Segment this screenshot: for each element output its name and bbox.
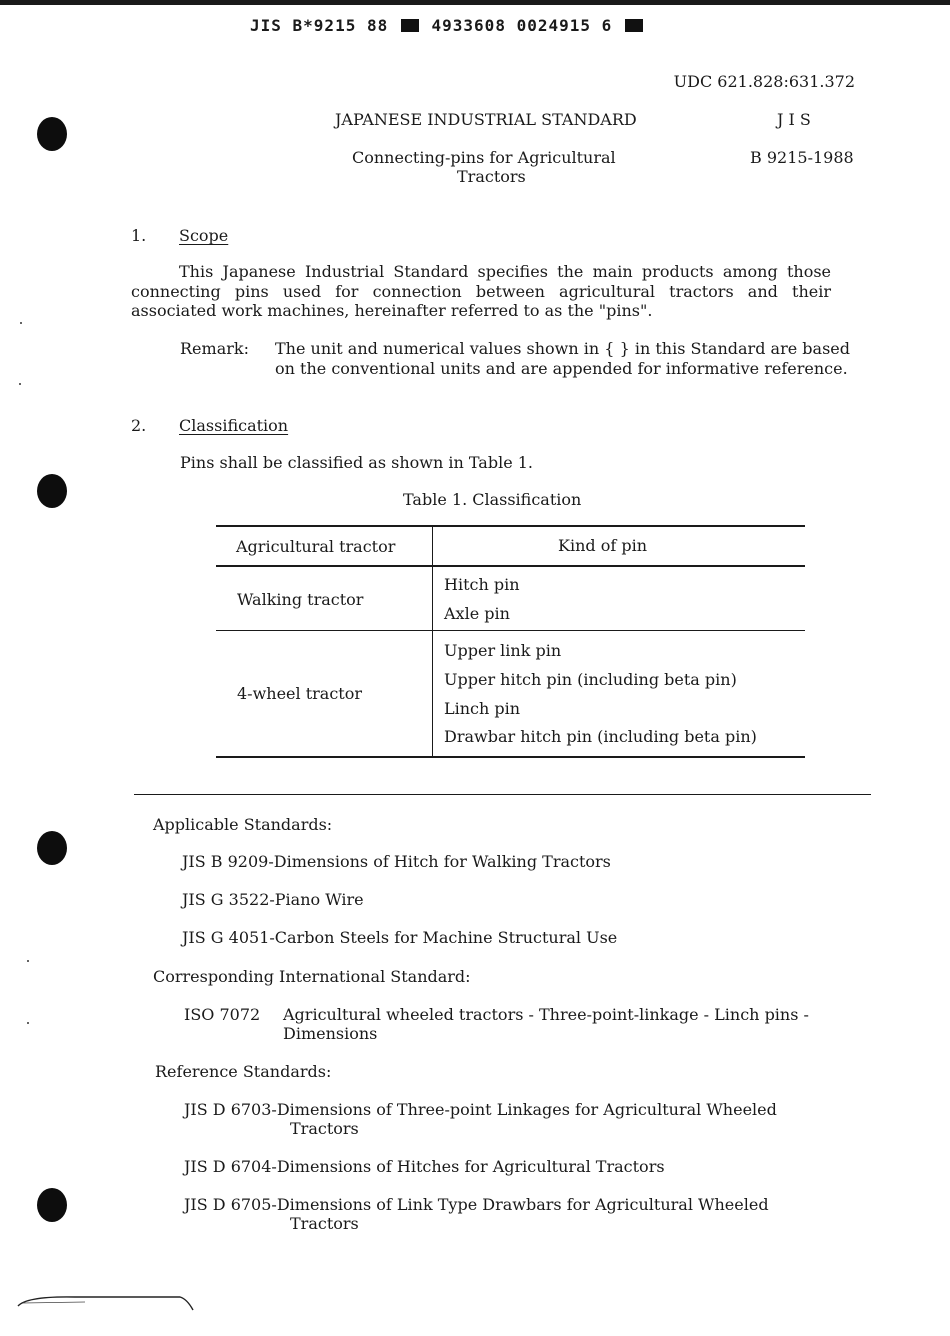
remark-text: The unit and numerical values shown in { } in this Standard are based on the conventional units and are appended for informative reference. xyxy=(275,339,850,378)
international-standard-code: ISO 7072 xyxy=(184,1005,261,1024)
reference-standard-item: JIS D 6705-Dimensions of Link Type Drawbars for Agricultural Wheeled xyxy=(184,1195,769,1214)
table-caption: Table 1. Classification xyxy=(403,490,582,509)
black-block-mark xyxy=(401,19,419,32)
classification-paragraph: Pins shall be classified as shown in Table 1. xyxy=(180,453,534,472)
scan-speck xyxy=(19,383,21,385)
table-row-rule xyxy=(216,630,805,631)
section-heading-classification: Classification xyxy=(179,416,289,435)
document-title-line2: Tractors xyxy=(457,167,526,186)
standard-title: JAPANESE INDUSTRIAL STANDARD xyxy=(335,110,637,129)
table-cell-pin: Axle pin xyxy=(444,604,510,623)
reference-standard-item-cont: Tractors xyxy=(290,1119,359,1138)
table-cell-pin: Upper hitch pin (including beta pin) xyxy=(444,670,737,689)
scan-top-border xyxy=(0,0,950,5)
table-cell-pin: Upper link pin xyxy=(444,641,562,660)
footnote-separator xyxy=(134,794,871,795)
applicable-standards-heading: Applicable Standards: xyxy=(153,815,333,834)
document-number: B 9215-1988 xyxy=(750,148,854,167)
international-standard-title: Agricultural wheeled tractors - Three-point-linkage - Linch pins - xyxy=(283,1005,809,1024)
reference-standard-item-cont: Tractors xyxy=(290,1214,359,1233)
scan-speck xyxy=(20,322,22,324)
reference-standards-heading: Reference Standards: xyxy=(155,1062,332,1081)
international-standard-heading: Corresponding International Standard: xyxy=(153,967,471,986)
section-number: 2. xyxy=(131,416,147,435)
black-block-mark xyxy=(625,19,643,32)
table-header-pin: Kind of pin xyxy=(558,536,648,555)
header-code-mid: 4933608 0024915 6 xyxy=(431,16,613,35)
punch-hole xyxy=(37,474,67,508)
table-bottom-rule xyxy=(216,756,805,758)
table-cell-pin: Linch pin xyxy=(444,699,521,718)
applicable-standard-item: JIS B 9209-Dimensions of Hitch for Walking Tractors xyxy=(182,852,611,871)
applicable-standard-item: JIS G 4051-Carbon Steels for Machine Structural Use xyxy=(182,928,618,947)
reference-standard-item: JIS D 6704-Dimensions of Hitches for Agricultural Tractors xyxy=(184,1157,665,1176)
applicable-standard-item: JIS G 3522-Piano Wire xyxy=(182,890,364,909)
international-standard-title: Dimensions xyxy=(283,1024,378,1043)
reference-standard-item: JIS D 6703-Dimensions of Three-point Linkages for Agricultural Wheeled xyxy=(184,1100,777,1119)
remark-label: Remark: xyxy=(180,339,249,358)
scan-speck xyxy=(27,1022,29,1024)
header-code-left: JIS B*9215 88 xyxy=(250,16,389,35)
punch-hole xyxy=(37,1188,67,1222)
section-number: 1. xyxy=(131,226,147,245)
scan-speck xyxy=(27,960,29,962)
classification-table xyxy=(216,525,805,758)
table-cell-tractor: 4-wheel tractor xyxy=(237,684,363,703)
udc-number: UDC 621.828:631.372 xyxy=(673,72,855,91)
punch-hole xyxy=(37,831,67,865)
table-header-tractor: Agricultural tractor xyxy=(236,537,396,556)
table-column-divider xyxy=(432,525,433,758)
table-cell-pin: Hitch pin xyxy=(444,575,520,594)
document-title-line1: Connecting-pins for Agricultural xyxy=(352,148,616,167)
table-top-rule xyxy=(216,525,805,527)
scope-paragraph: This Japanese Industrial Standard specifies the main products among those connecting pins used for connection between agricultural tractors and their associated work machines, hereinafter referred to as the "pins". xyxy=(131,262,831,320)
table-cell-tractor: Walking tractor xyxy=(237,590,364,609)
punch-hole xyxy=(37,117,67,151)
table-header-rule xyxy=(216,565,805,567)
pen-mark xyxy=(15,1290,200,1320)
table-cell-pin: Drawbar hitch pin (including beta pin) xyxy=(444,727,757,746)
jis-mark: J I S xyxy=(777,110,811,129)
section-heading-scope: Scope xyxy=(179,226,229,245)
document-code-header xyxy=(250,16,645,35)
